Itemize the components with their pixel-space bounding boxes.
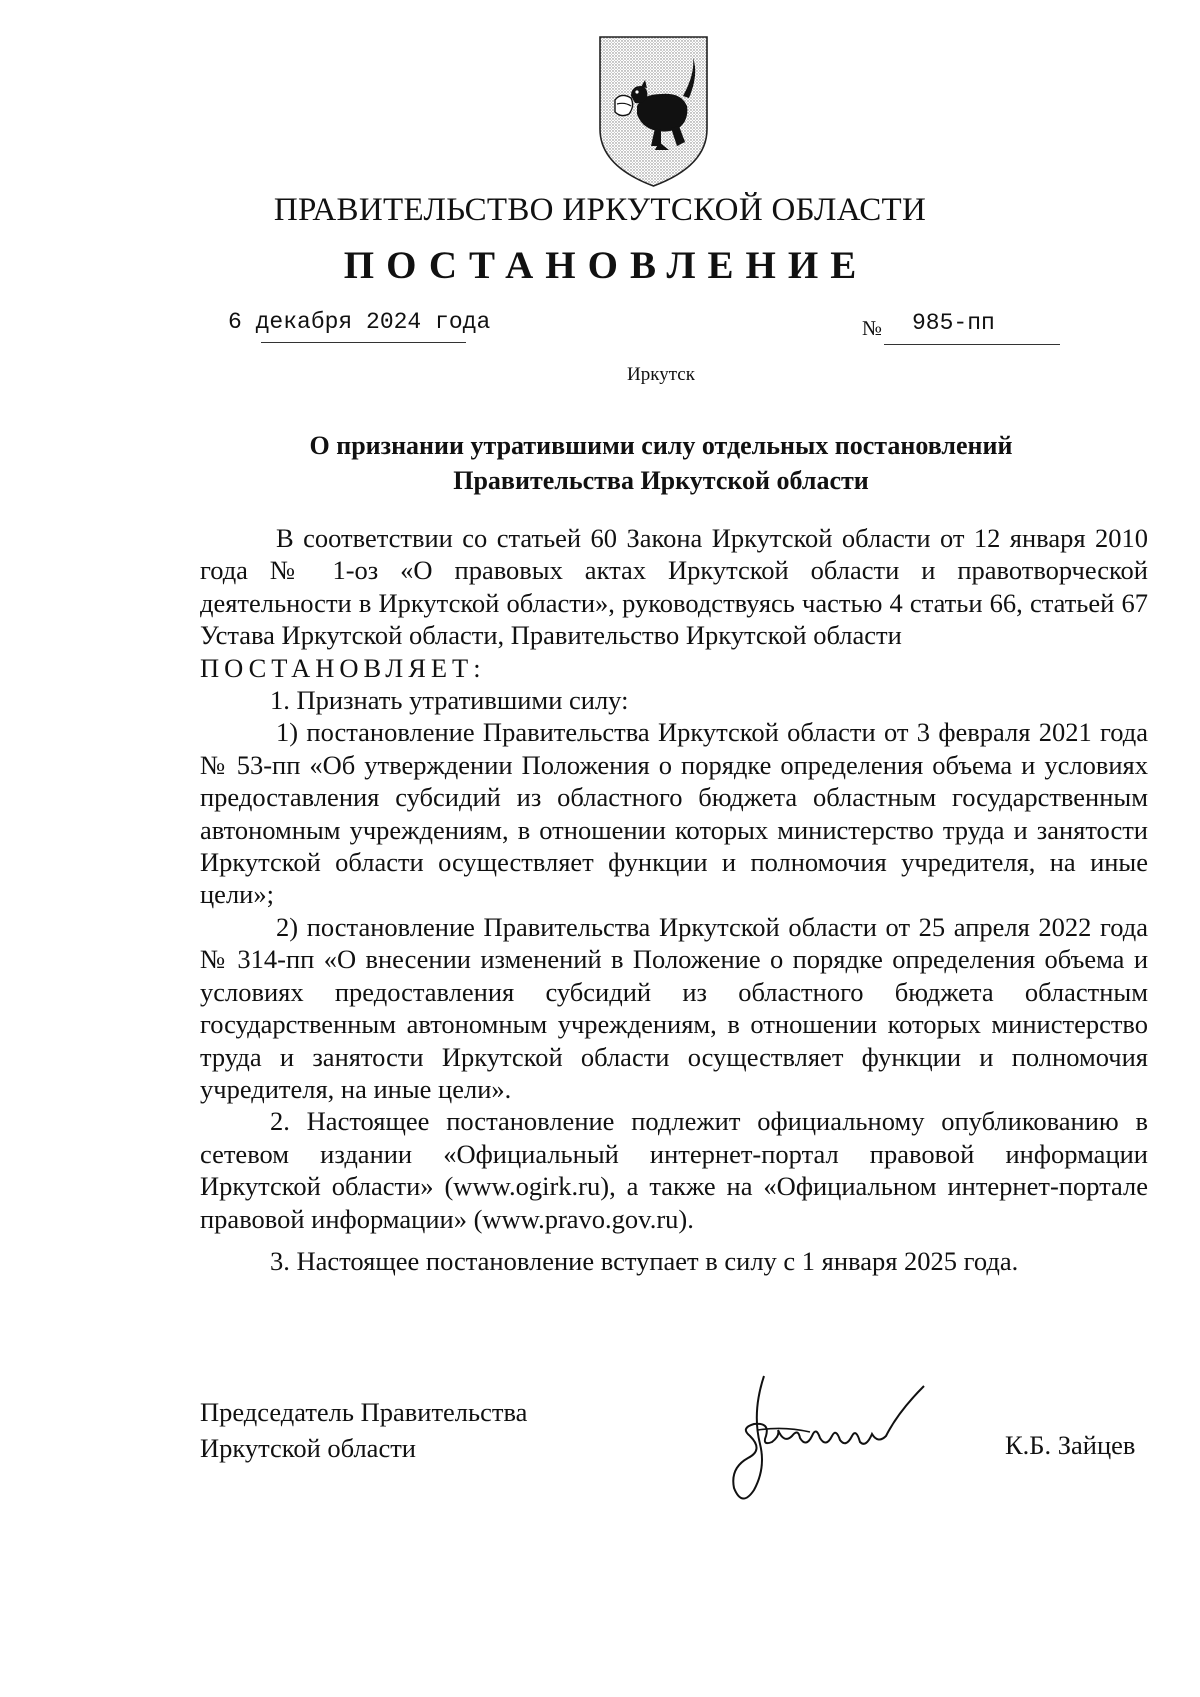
date-underline	[261, 342, 466, 343]
document-body	[200, 522, 1148, 1277]
signatory-position	[200, 1394, 527, 1466]
paragraph-1-item-1: 1) постановление Правительства Иркутской области от 3 февраля 2021 года № 53-пп «Об утверждении Положения о порядке определения объема и условиях предоставления субсидий из областного бюджета областным государственным автономным учреждениям, в отношении которых министерство труда и занятости Иркутской области осуществляет функции и полномочия учредителя, на иные цели»;	[200, 717, 1148, 910]
paragraph-2: 2. Настоящее постановление подлежит официальному опубликованию в сетевом издании «Официальный интернет-портал правовой информации Иркутской области» (www.ogirk.ru), а также на «Официальном интернет-портале правовой информации» (www.pravo.gov.ru).	[200, 1106, 1148, 1234]
preamble-paragraph: В соответствии со статьей 60 Закона Иркутской области от 12 января 2010 года № 1-оз «О правовых актах Иркутской области и правотворческой деятельности в Иркутской области», руководствуясь частью 4 статьи 66, статьей 67 Устава Иркутской области, Правительство Иркутской области	[200, 523, 1148, 651]
document-date-block	[228, 309, 491, 335]
paragraph-1-item-2: 2) постановление Правительства Иркутской области от 25 апреля 2022 года № 314-пп «О внесении изменений в Положение о порядке определения объема и условиях предоставления субсидий из областного бюджета областным государственным автономным учреждениям, в отношении которых министерство труда и занятости Иркутской области осуществляет функции и полномочия учредителя, на иные цели».	[200, 911, 1148, 1104]
subject-line-1: О признании утратившими силу отдельных постановлений	[309, 431, 1013, 460]
document-number: 985-пп	[912, 310, 995, 336]
paragraph-1: 1. Признать утратившими силу:	[270, 685, 629, 716]
decree-word: ПОСТАНОВЛЯЕТ:	[200, 652, 486, 683]
handwritten-signature	[714, 1372, 964, 1512]
subject-line-2: Правительства Иркутской области	[453, 466, 869, 495]
position-line-2: Иркутской области	[200, 1433, 416, 1463]
coat-of-arms-icon	[597, 34, 710, 189]
city: Иркутск	[627, 364, 695, 385]
document-date: 6 декабря 2024 года	[228, 309, 491, 335]
government-title: ПРАВИТЕЛЬСТВО ИРКУТСКОЙ ОБЛАСТИ	[273, 192, 927, 228]
number-underline	[884, 344, 1060, 345]
document-subject	[0, 428, 1200, 498]
paragraph-3: 3. Настоящее постановление вступает в силу с 1 января 2025 года.	[270, 1245, 1019, 1276]
document-type: ПОСТАНОВЛЕНИЕ	[343, 244, 869, 287]
signer-name: К.Б. Зайцев	[1005, 1430, 1136, 1460]
position-line-1: Председатель Правительства	[200, 1397, 528, 1427]
number-label: №	[862, 316, 883, 340]
